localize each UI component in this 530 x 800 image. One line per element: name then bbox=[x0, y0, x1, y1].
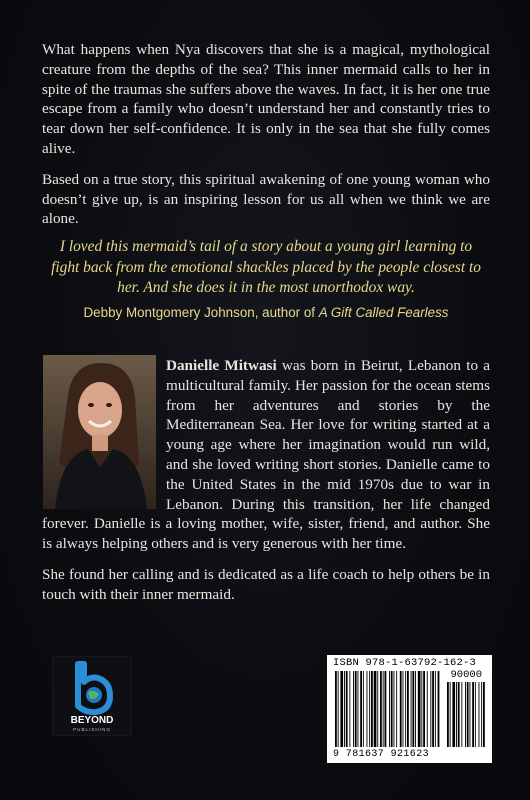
ean-bar bbox=[349, 671, 350, 747]
ean-bar bbox=[360, 671, 362, 747]
ean-bar bbox=[396, 671, 397, 747]
quote-attribution bbox=[40, 305, 492, 320]
ean-bar bbox=[405, 671, 406, 747]
ean-bar bbox=[358, 671, 359, 747]
isbn-barcode bbox=[327, 655, 492, 763]
addon-bar bbox=[465, 682, 466, 747]
quote-author: Debby Montgomery Johnson, author of bbox=[83, 305, 319, 320]
ean-bar bbox=[427, 671, 428, 747]
ean-bar bbox=[369, 671, 370, 747]
publisher-sub: PUBLISHING bbox=[73, 727, 111, 732]
ean-bar bbox=[389, 671, 390, 747]
addon-bar bbox=[461, 682, 462, 747]
ean-bar bbox=[335, 671, 337, 747]
photo-spacer bbox=[42, 356, 166, 514]
addon-bar bbox=[447, 682, 449, 747]
author-bio bbox=[42, 356, 490, 616]
ean-bar bbox=[412, 671, 414, 747]
addon-bar bbox=[452, 682, 455, 747]
ean-bar bbox=[344, 671, 345, 747]
ean-bar bbox=[374, 671, 377, 747]
ean-bar bbox=[380, 671, 382, 747]
ean-bar bbox=[435, 671, 436, 747]
testimonial-quote bbox=[48, 237, 484, 299]
ean-bar bbox=[430, 671, 431, 747]
publisher-logo bbox=[52, 656, 132, 736]
ean-bar bbox=[371, 671, 373, 747]
ean-bar bbox=[421, 671, 422, 747]
ean-bar bbox=[385, 671, 387, 747]
ean-bar bbox=[383, 671, 384, 747]
barcode-digits: 9 781637 921623 bbox=[333, 749, 430, 760]
addon-bar bbox=[456, 682, 457, 747]
ean-bar bbox=[438, 671, 440, 747]
ean-bar bbox=[415, 671, 416, 747]
bio-paragraph-1-text: was born in Beirut, Lebanon to a multicultural family. Her passion for the ocean stems from her adventures and stories by the Mediterranean Sea. Her love for writing started at a young age where her imagination would run wild, and she loved writing short stories. Danielle came to the United States in the mid 1970s due to war in Lebanon. During this transition, her life changed forever. Danielle is a loving mother, wife, sister, friend, and author. She is always helping others and is very generous with her time. bbox=[42, 357, 491, 553]
addon-bar bbox=[479, 682, 480, 747]
ean-bar bbox=[423, 671, 425, 747]
author-name: Danielle Mitwasi bbox=[166, 357, 277, 374]
beyond-publishing-logo-icon bbox=[52, 656, 132, 736]
addon-bar bbox=[472, 682, 474, 747]
blurb-paragraph-2: Based on a true story, this spiritual awakening of one young woman who doesn’t give up, is an inspiring lesson for us all when we think we are alone. bbox=[42, 170, 490, 228]
barcode-bars bbox=[327, 655, 492, 763]
ean-bar bbox=[353, 671, 354, 747]
addon-bar bbox=[475, 682, 476, 747]
ean-bar bbox=[411, 671, 412, 747]
ean-bar bbox=[432, 671, 434, 747]
addon-bar bbox=[470, 682, 471, 747]
ean-bar bbox=[403, 671, 404, 747]
ean-bar bbox=[377, 671, 378, 747]
quote-text: I loved this mermaid’s tail of a story about a young girl learning to fight back from the emotional shackles placed by the people closest to her. And she does it in the most unorthodox way. bbox=[51, 238, 481, 296]
blurb bbox=[42, 40, 490, 240]
ean-bar bbox=[418, 671, 421, 747]
ean-bar bbox=[394, 671, 395, 747]
ean-bar bbox=[338, 671, 339, 747]
blurb-paragraph-1: What happens when Nya discovers that she is a magical, mythological creature from the depths of the sea? This inner mermaid calls to her in spite of the traumas she suffers above the waves. In fact, it is her one true escape from a family who doesn’t understand her and constantly tries to tear down her self-confidence. It is only in the sea that she fully comes alive. bbox=[42, 41, 490, 157]
addon-bar bbox=[467, 682, 469, 747]
ean-bar bbox=[346, 671, 348, 747]
publisher-name: BEYOND bbox=[70, 715, 114, 726]
ean-bar bbox=[407, 671, 409, 747]
ean-bar bbox=[340, 671, 343, 747]
addon-bar bbox=[450, 682, 451, 747]
bio-paragraph-2: She found her calling and is dedicated as a life coach to help others be in touch with their inner mermaid. bbox=[42, 565, 490, 603]
addon-bar bbox=[458, 682, 460, 747]
addon-bar bbox=[481, 682, 482, 747]
price-code: 90000 bbox=[450, 669, 482, 681]
ean-bar bbox=[367, 671, 368, 747]
addon-bar bbox=[483, 682, 485, 747]
ean-bar bbox=[355, 671, 357, 747]
ean-bar bbox=[391, 671, 393, 747]
isbn-label: ISBN 978-1-63792-162-3 bbox=[333, 657, 477, 669]
ean-bar bbox=[363, 671, 364, 747]
quote-book-title: A Gift Called Fearless bbox=[318, 305, 449, 320]
ean-bar bbox=[400, 671, 402, 747]
